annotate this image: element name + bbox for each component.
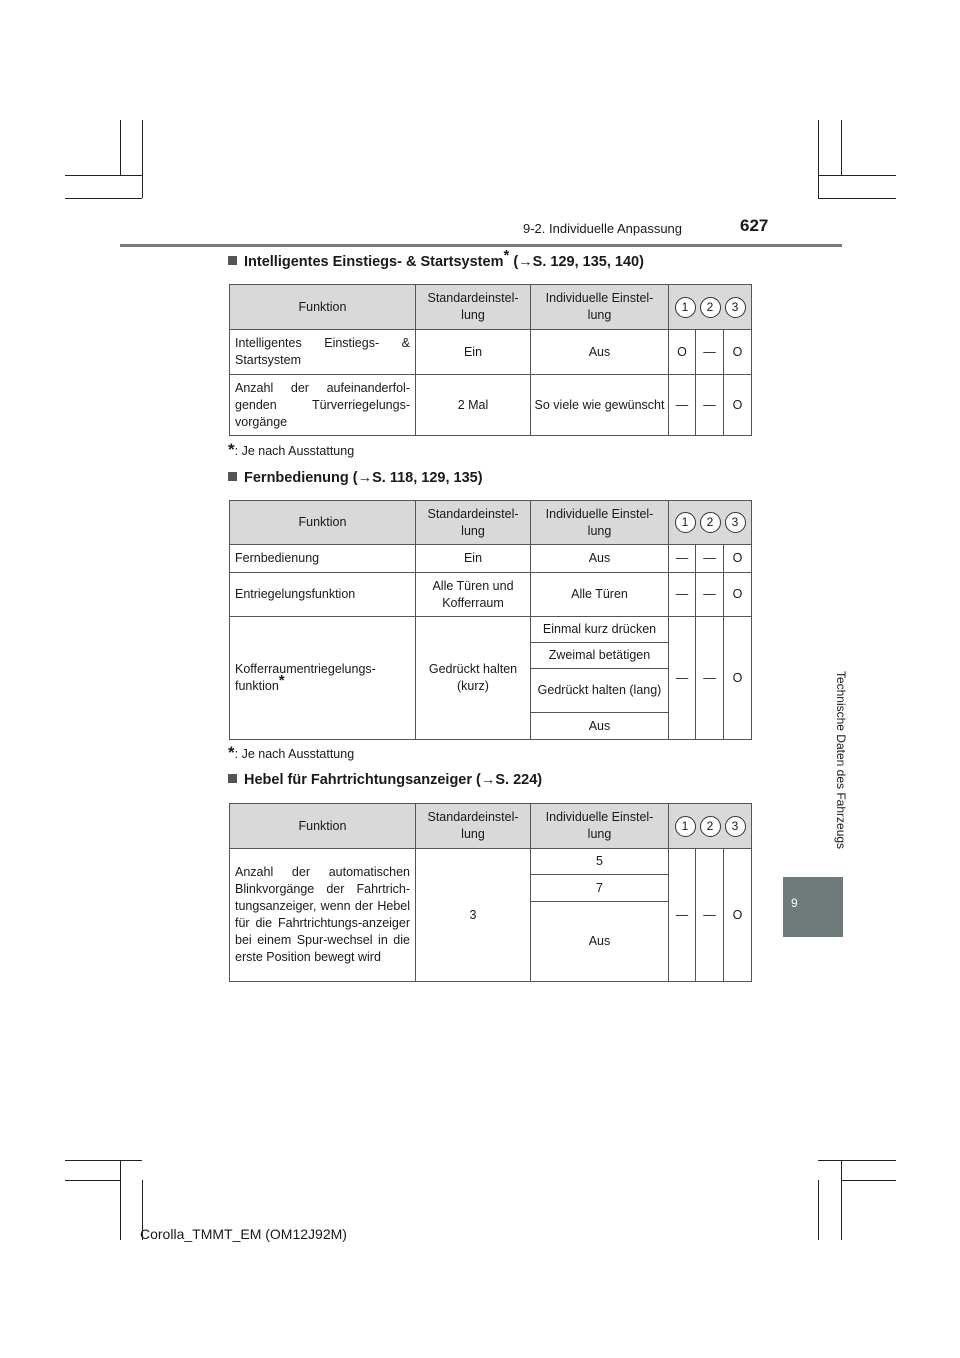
option-cell: 7 bbox=[531, 875, 669, 902]
col3-cell: O bbox=[724, 545, 752, 573]
section-heading: Hebel für Fahrtrichtungsanzeiger (→S. 224) bbox=[228, 772, 542, 788]
header-default: Standardeinstel- lung bbox=[416, 501, 531, 545]
header-function: Funktion bbox=[230, 501, 416, 545]
bullet-square-icon bbox=[228, 774, 237, 783]
function-cell: Intelligentes Einstiegs- & Startsystem bbox=[230, 330, 416, 375]
table-row bbox=[230, 617, 752, 643]
col3-cell: O bbox=[724, 849, 752, 982]
option-cell: Zweimal betätigen bbox=[531, 643, 669, 669]
individual-cell: Aus bbox=[531, 545, 669, 573]
crop-mark bbox=[142, 120, 143, 198]
col1-cell: — bbox=[669, 375, 696, 436]
settings-table bbox=[229, 803, 752, 982]
option-cell: Gedrückt halten (lang) bbox=[531, 669, 669, 713]
function-cell: Anzahl der automatischen Blinkvorgänge der Fahrtrich-tungsanzeiger, wenn der Hebel für die Fahrtrichtungs-anzeiger bei einem Spur-wechsel in die erste Position bewegt wird bbox=[230, 849, 416, 982]
option-cell: Aus bbox=[531, 902, 669, 982]
function-cell: Kofferraumentriegelungs-funktion* bbox=[230, 617, 416, 740]
function-cell: Entriegelungsfunktion bbox=[230, 573, 416, 617]
col2-cell: — bbox=[696, 573, 724, 617]
default-cell: Ein bbox=[416, 545, 531, 573]
option-cell: 5 bbox=[531, 849, 669, 875]
bullet-square-icon bbox=[228, 256, 237, 265]
col3-cell: O bbox=[724, 573, 752, 617]
page-number: 627 bbox=[740, 216, 769, 235]
crop-mark bbox=[120, 120, 121, 175]
header-default: Standardeinstel- lung bbox=[416, 285, 531, 330]
chapter-number: 9 bbox=[791, 896, 798, 910]
settings-table bbox=[229, 284, 752, 436]
default-cell: 2 Mal bbox=[416, 375, 531, 436]
table-header-row bbox=[230, 804, 752, 849]
crop-mark bbox=[818, 198, 896, 199]
option-cell: Aus bbox=[531, 713, 669, 740]
default-cell: Gedrückt halten (kurz) bbox=[416, 617, 531, 740]
section-heading: Intelligentes Einstiegs- & Startsystem* (→S. 129, 135, 140) bbox=[228, 254, 644, 270]
chapter-tab bbox=[783, 877, 843, 937]
default-cell: 3 bbox=[416, 849, 531, 982]
crop-mark bbox=[818, 120, 819, 198]
crop-mark bbox=[818, 1180, 819, 1240]
default-cell: Ein bbox=[416, 330, 531, 375]
col1-cell: — bbox=[669, 617, 696, 740]
crop-mark bbox=[841, 1180, 896, 1181]
number-three-icon: 3 bbox=[725, 816, 746, 837]
individual-cell: Alle Türen bbox=[531, 573, 669, 617]
header-columns bbox=[669, 501, 752, 545]
section-heading: Fernbedienung (→S. 118, 129, 135) bbox=[228, 470, 483, 486]
header-columns bbox=[669, 804, 752, 849]
header-rule bbox=[120, 244, 842, 247]
footnote: *: Je nach Ausstattung bbox=[228, 743, 355, 762]
individual-cell: So viele wie gewünscht bbox=[531, 375, 669, 436]
col1-cell: — bbox=[669, 849, 696, 982]
table-row bbox=[230, 849, 752, 875]
header-individual: Individuelle Einstel- lung bbox=[531, 285, 669, 330]
crop-mark bbox=[65, 198, 142, 199]
footnote: *: Je nach Ausstattung bbox=[228, 440, 355, 459]
crop-mark bbox=[841, 120, 842, 175]
number-one-icon: 1 bbox=[675, 816, 696, 837]
table-header-row bbox=[230, 285, 752, 330]
number-two-icon: 2 bbox=[700, 816, 721, 837]
table-header-row bbox=[230, 501, 752, 545]
crop-mark bbox=[65, 1180, 120, 1181]
table-row bbox=[230, 330, 752, 375]
crop-mark bbox=[65, 1160, 142, 1161]
col1-cell: — bbox=[669, 545, 696, 573]
option-cell: Einmal kurz drücken bbox=[531, 617, 669, 643]
crop-mark bbox=[818, 175, 896, 176]
table-row bbox=[230, 573, 752, 617]
number-one-icon: 1 bbox=[675, 512, 696, 533]
col1-cell: O bbox=[669, 330, 696, 375]
header-function: Funktion bbox=[230, 285, 416, 330]
table-row bbox=[230, 375, 752, 436]
number-two-icon: 2 bbox=[700, 512, 721, 533]
chapter-title: Technische Daten des Fahrzeugs bbox=[834, 670, 848, 850]
header-columns bbox=[669, 285, 752, 330]
settings-table bbox=[229, 500, 752, 740]
section-header: 9-2. Individuelle Anpassung bbox=[523, 221, 683, 236]
col2-cell: — bbox=[696, 375, 724, 436]
header-default: Standardeinstel- lung bbox=[416, 804, 531, 849]
bullet-square-icon bbox=[228, 472, 237, 481]
number-three-icon: 3 bbox=[725, 297, 746, 318]
col3-cell: O bbox=[724, 617, 752, 740]
header-individual: Individuelle Einstel- lung bbox=[531, 804, 669, 849]
header-function: Funktion bbox=[230, 804, 416, 849]
crop-mark bbox=[120, 1160, 121, 1240]
function-cell: Fernbedienung bbox=[230, 545, 416, 573]
col2-cell: — bbox=[696, 849, 724, 982]
number-three-icon: 3 bbox=[725, 512, 746, 533]
number-two-icon: 2 bbox=[700, 297, 721, 318]
col3-cell: O bbox=[724, 375, 752, 436]
function-cell: Anzahl der aufeinanderfol-genden Türverriegelungs-vorgänge bbox=[230, 375, 416, 436]
col1-cell: — bbox=[669, 573, 696, 617]
number-one-icon: 1 bbox=[675, 297, 696, 318]
crop-mark bbox=[818, 1160, 896, 1161]
col2-cell: — bbox=[696, 330, 724, 375]
crop-mark bbox=[65, 175, 142, 176]
default-cell: Alle Türen und Kofferraum bbox=[416, 573, 531, 617]
document-footer: Corolla_TMMT_EM (OM12J92M) bbox=[140, 1226, 347, 1242]
col2-cell: — bbox=[696, 545, 724, 573]
crop-mark bbox=[841, 1160, 842, 1240]
col2-cell: — bbox=[696, 617, 724, 740]
col3-cell: O bbox=[724, 330, 752, 375]
header-individual: Individuelle Einstel- lung bbox=[531, 501, 669, 545]
individual-cell: Aus bbox=[531, 330, 669, 375]
table-row bbox=[230, 545, 752, 573]
